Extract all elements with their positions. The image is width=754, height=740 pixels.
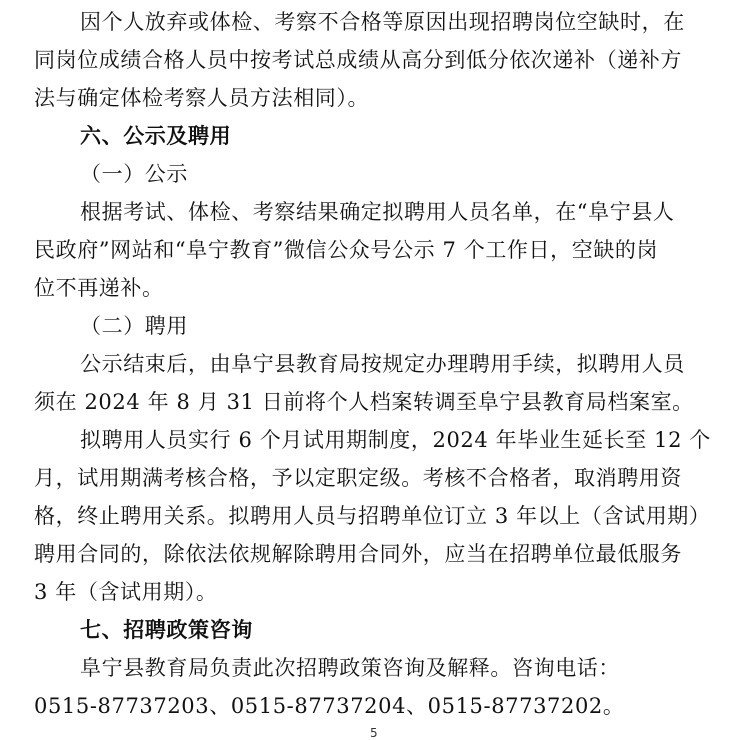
paragraph-line: 阜宁县教育局负责此次招聘政策咨询及解释。咨询电话： bbox=[80, 656, 620, 680]
section-heading-six: 六、公示及聘用 bbox=[80, 124, 232, 148]
paragraph-line: 位不再递补。 bbox=[34, 276, 164, 300]
paragraph-line: 须在 2024 年 8 月 31 日前将个人档案转调至阜宁县教育局档案室。 bbox=[34, 390, 694, 414]
paragraph-line: 拟聘用人员实行 6 个月试用期制度，2024 年毕业生延长至 12 个 bbox=[80, 428, 711, 452]
page-number: 5 bbox=[370, 726, 378, 740]
paragraph-line: 因个人放弃或体检、考察不合格等原因出现招聘岗位空缺时，在 bbox=[80, 10, 685, 34]
subsection-heading-employment: （二）聘用 bbox=[80, 314, 188, 338]
paragraph-line: 聘用合同的，除依法依规解除聘用合同外，应当在招聘单位最低服务 bbox=[34, 542, 682, 566]
paragraph-line: 3 年（含试用期）。 bbox=[34, 580, 218, 604]
paragraph-line: 月，试用期满考核合格，予以定职定级。考核不合格者，取消聘用资 bbox=[34, 466, 682, 490]
section-heading-seven: 七、招聘政策咨询 bbox=[80, 618, 253, 642]
paragraph-line: 民政府”网站和“阜宁教育”微信公众号公示 7 个工作日，空缺的岗 bbox=[34, 238, 659, 262]
paragraph-line: 格，终止聘用关系。拟聘用人员与招聘单位订立 3 年以上（含试用期） bbox=[34, 504, 711, 528]
paragraph-line: 根据考试、体检、考察结果确定拟聘用人员名单，在“阜宁县人 bbox=[80, 200, 675, 224]
contact-phone-numbers: 0515-87737203、0515-87737204、0515-87737202。 bbox=[34, 694, 625, 718]
paragraph-line: 公示结束后，由阜宁县教育局按规定办理聘用手续，拟聘用人员 bbox=[80, 352, 685, 376]
paragraph-line: 同岗位成绩合格人员中按考试总成绩从高分到低分依次递补（递补方 bbox=[34, 48, 682, 72]
subsection-heading-publicity: （一）公示 bbox=[80, 162, 188, 186]
paragraph-line: 法与确定体检考察人员方法相同）。 bbox=[34, 86, 370, 110]
